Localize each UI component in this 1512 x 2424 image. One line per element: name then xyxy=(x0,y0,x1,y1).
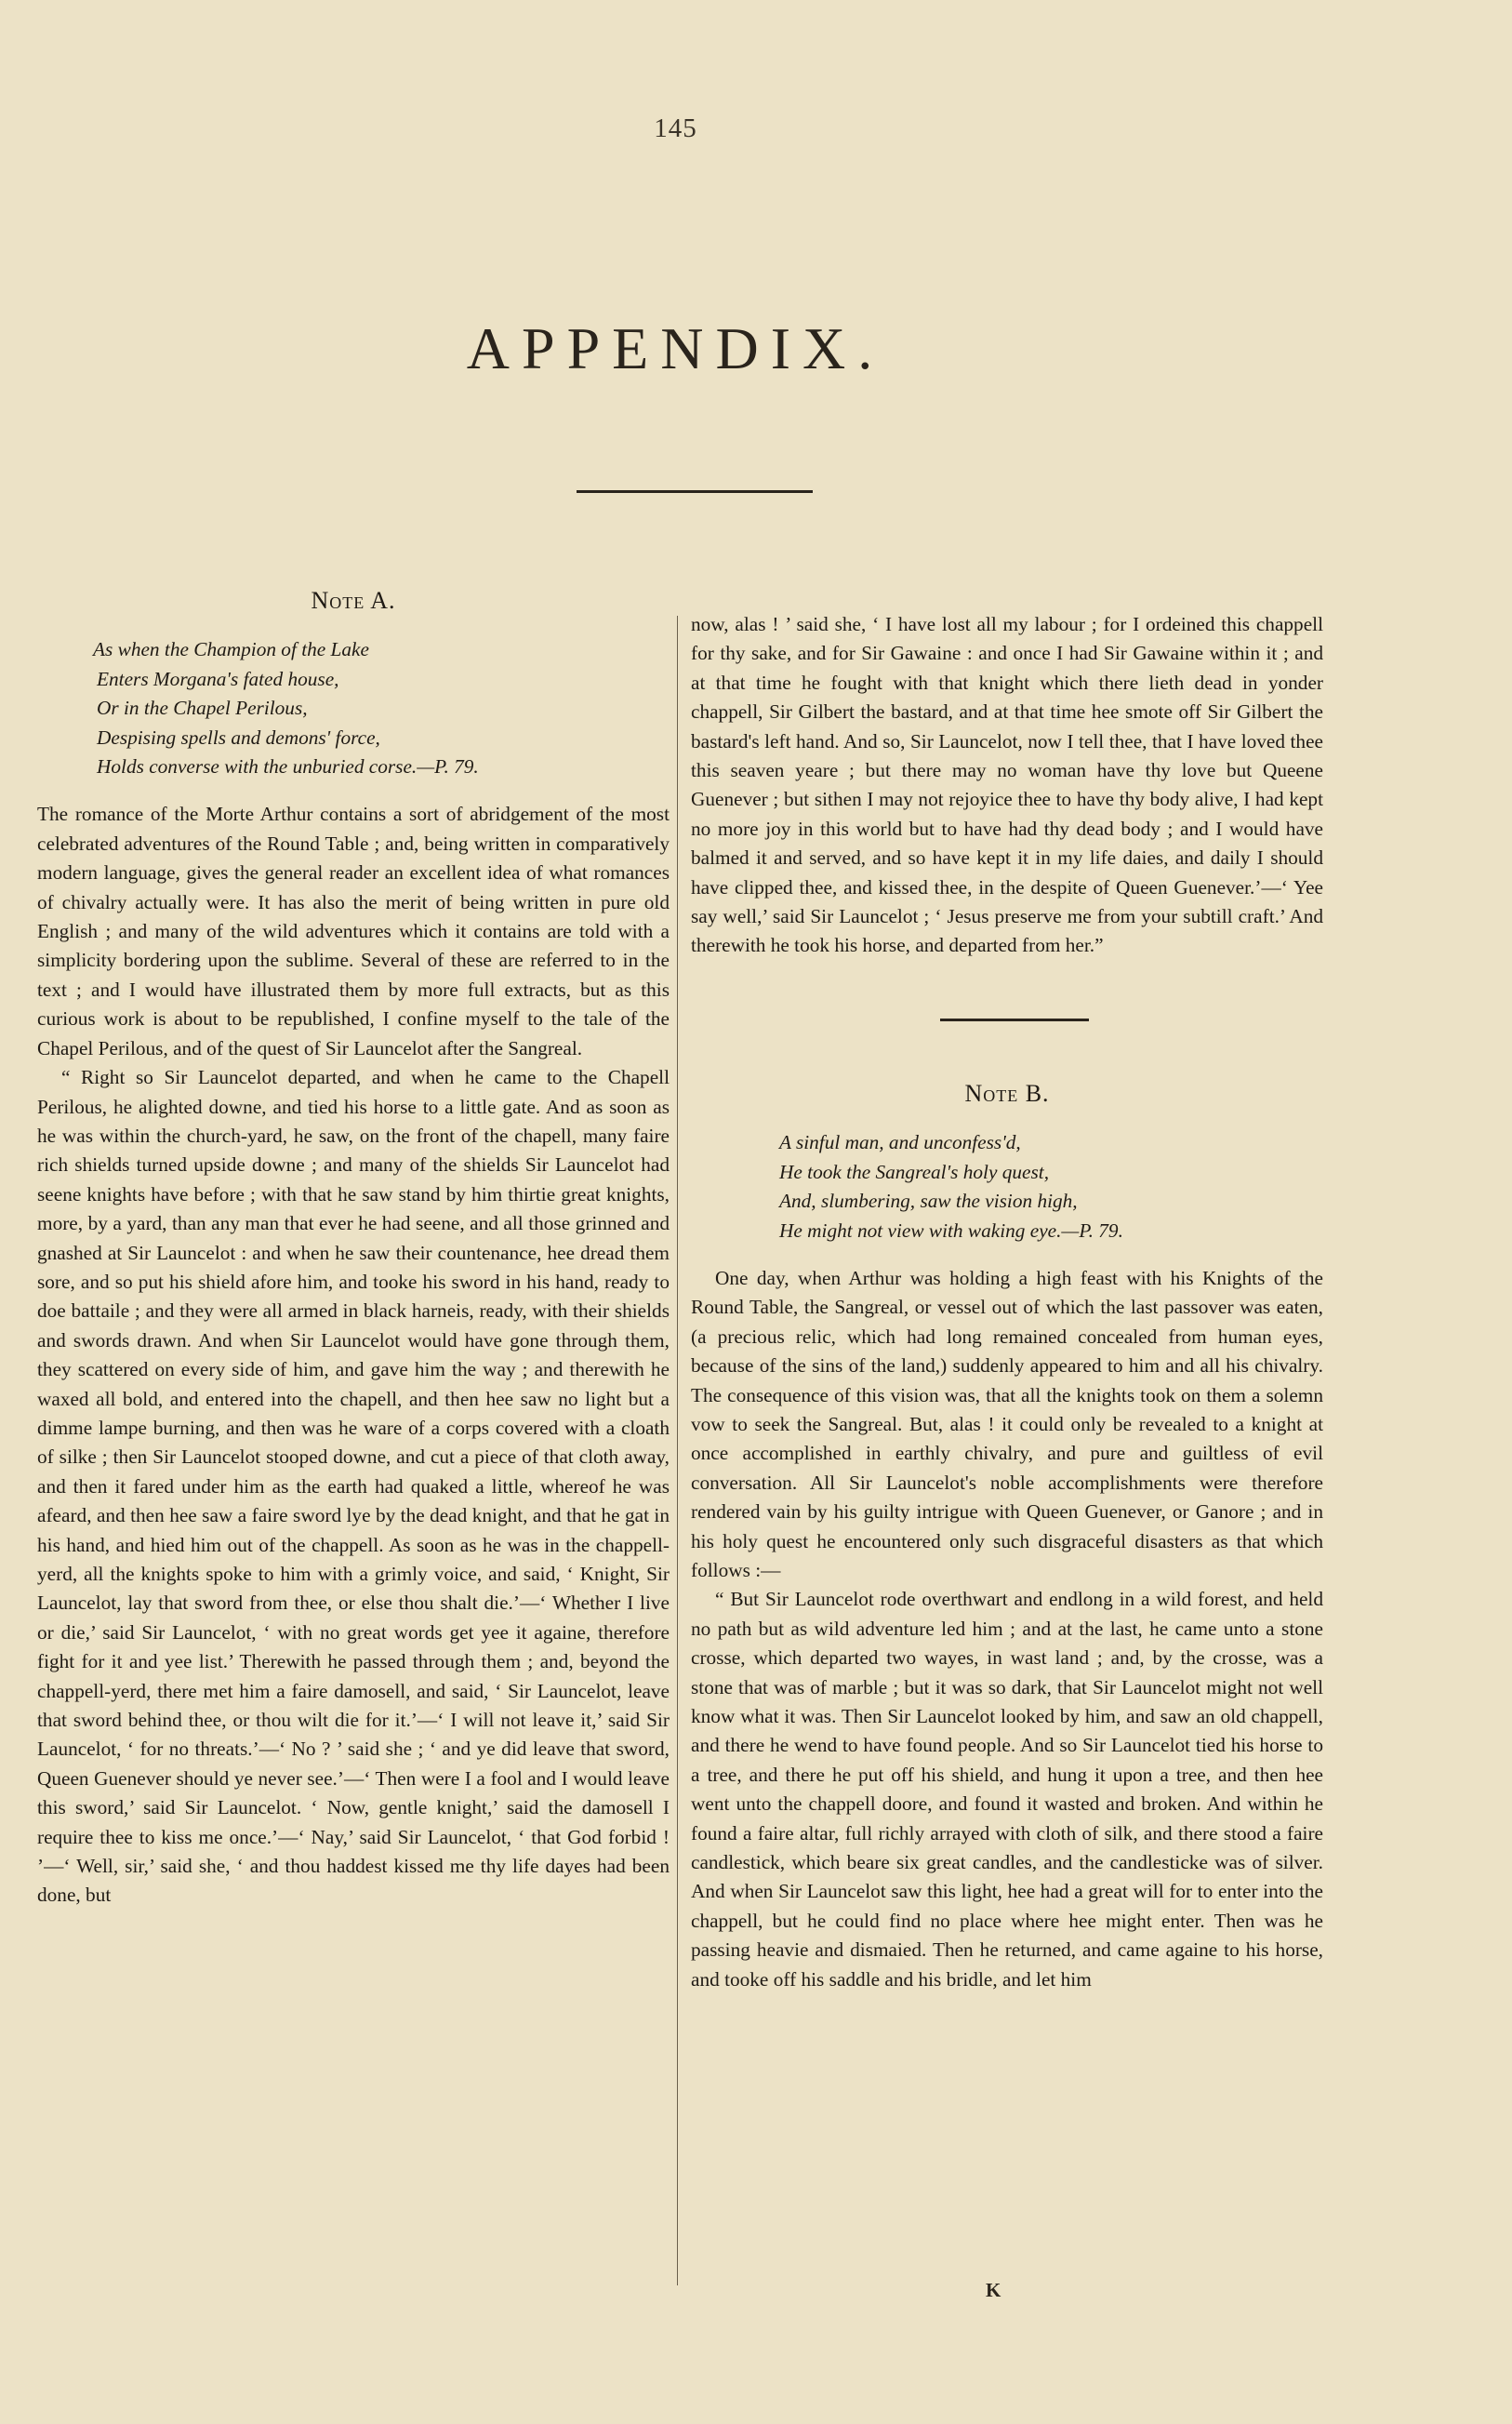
epigraph-line: Despising spells and demons' force, xyxy=(97,726,380,749)
column-divider xyxy=(677,616,678,2285)
epigraph-line: He took the Sangreal's holy quest, xyxy=(779,1160,1050,1183)
page-number: 145 xyxy=(654,113,697,143)
epigraph-line: Or in the Chapel Perilous, xyxy=(97,697,308,720)
note-a-heading: Note A. xyxy=(311,587,396,614)
epigraph-line: And, slumbering, saw the vision high, xyxy=(779,1190,1078,1213)
note-a-epigraph xyxy=(93,635,670,781)
section-rule xyxy=(940,1019,1089,1021)
epigraph-line: He might not view with waking eye.—P. 79. xyxy=(779,1219,1123,1242)
note-a-paragraph: “ Right so Sir Launcelot departed, and when he came to the Chapell Perilous, he alighted downe, and tied his horse to a little gate. And as soon as he was within the church-yard, he saw, on the front of the chapell, many faire rich shields turned upside downe ; and many of the shields Sir Launcelot had seene knights have before ; with that he saw stand by him thirtie great knights, more, by a yard, than any man that ever he had seene, and all those grinned and gnashed at Sir Launcelot : and when he saw their countenance, hee dread them sore, and so put his shield afore him, and tooke his sword in his hand, ready to doe battaile ; and they were all armed in black harneis, ready, with their shields and swords drawn. And when Sir Launcelot would have gone through them, they scattered on every side of him, and gave him the way ; and therewith he waxed all bold, and entered into the chapell, and then hee saw no light but a dimme lampe burning, and then was he ware of a corps covered with a cloath of silke ; then Sir Launcelot stooped downe, and cut a piece of that cloth away, and then it fared under him as the earth had quaked a little, whereof he was afeard, and then hee saw a faire sword lye by the dead knight, and that he gat in his hand, and hied him out of the chappell. As soon as he was in the chappell-yerd, all the knights spoke to him with a grimly voice, and said, ‘ Knight, Sir Launcelot, lay that sword from thee, or else thou shalt die.’—‘ Whether I live or die,’ said Sir Launcelot, ‘ with no great words get yee it againe, therefore fight for it and yee list.’ Therewith he passed through them ; and, beyond the chappell-yerd, there met him a faire damosell, and said, ‘ Sir Launcelot, leave that sword behind thee, or thou wilt die for it.’—‘ I will not leave it,’ said Sir Launcelot, ‘ for no threats.’—‘ No ? ’ said she ; ‘ and ye did leave that sword, Queen Guenever should ye never see.’—‘ Then were I a fool and I would leave this sword,’ said Sir Launcelot. ‘ Now, gentle knight,’ said the damosell I require thee to kiss me once.’—‘ Nay,’ said Sir Launcelot, ‘ that God forbid ! ’—‘ Well, sir,’ said she, ‘ and thou haddest kissed me thy life dayes had been done, but xyxy=(37,1066,670,1907)
note-a-continuation: now, alas ! ’ said she, ‘ I have lost all my labour ; for I ordeined this chappell for thy sake, and for Sir Gawaine : and once I had Sir Gawaine within it ; and at that time he fought with that knight which there lieth dead in yonder chappell, Sir Gilbert the bastard, and at that time hee smote off Sir Gilbert the bastard's left hand. And so, Sir Launcelot, now I tell thee, that I have loved thee this seaven yeare ; but there may no woman have thy love but Queene Guenever ; but sithen I may not rejoyice thee to have thy body alive, I had kept no more joy in this world but to have had thy dead body ; and I would have balmed it and served, and so have kept it in my life daies, and daily I should have clipped thee, and kissed thee, in the despite of Queen Guenever.’—‘ Yee say well,’ said Sir Launcelot ; ‘ Jesus preserve me from your subtill craft.’ And therewith he took his horse, and departed from her.” xyxy=(691,613,1323,957)
left-column xyxy=(37,586,670,1911)
title-rule xyxy=(577,490,813,493)
page-title: APPENDIX. xyxy=(466,315,885,381)
note-b-paragraph: “ But Sir Launcelot rode overthwart and endlong in a wild forest, and held no path but as wild adventure led him ; and at the last, he came unto a stone crosse, which departed two wayes, in wast land ; and, by the crosse, was a stone that was of marble ; but it was so dark, that Sir Launcelot might not well know what it was. Then Sir Launcelot looked by him, and saw an old chappell, and there he wend to have found people. And so Sir Launcelot tied his horse to a tree, and there he put off his shield, and hung it upon a tree, and then hee went unto the chappell doore, and found it wasted and broken. And within he found a faire altar, full richly arrayed with cloth of silk, and there stood a faire candlestick, which beare six great candles, and the candlesticke was of silver. And when Sir Launcelot saw this light, hee had a great will for to enter into the chappell, but he could find no place where hee might enter. Then was he passing heavie and dismaied. Then he returned, and came againe to his horse, and tooke off his saddle and his bridle, and let him xyxy=(691,1588,1323,1991)
signature-mark: K xyxy=(986,2279,1001,2301)
right-column xyxy=(691,586,1323,1994)
note-a-paragraph: The romance of the Morte Arthur contains a sort of abridgement of the most celebrated adventures of the Round Table ; and, being written in comparatively modern language, gives the general reader an excellent idea of what romances of chivalry actually were. It has also the merit of being written in pure old English ; and many of the wild adventures which it contains are told with a simplicity bordering upon the sublime. Several of these are referred to in the text ; and I would have illustrated them by more full extracts, but as this curious work is about to be republished, I confine myself to the tale of the Chapel Perilous, and of the quest of Sir Launcelot after the Sangreal. xyxy=(37,803,670,1059)
note-b-heading: Note B. xyxy=(964,1079,1050,1107)
epigraph-line: A sinful man, and unconfess'd, xyxy=(779,1131,1021,1154)
note-b-epigraph xyxy=(779,1128,1323,1245)
epigraph-line: As when the Champion of the Lake xyxy=(93,638,369,661)
epigraph-line: Holds converse with the unburied corse.—P. 79. xyxy=(97,755,479,779)
epigraph-line: Enters Morgana's fated house, xyxy=(97,667,339,690)
note-b-paragraph: One day, when Arthur was holding a high feast with his Knights of the Round Table, the Sangreal, or vessel out of which the last passover was eaten, (a precious relic, which had long remained concealed from human eyes, because of the sins of the land,) suddenly appeared to him and all his chivalry. The consequence of this vision was, that all the knights took on them a solemn vow to seek the Sangreal. But, alas ! it could only be revealed to a knight at once accomplished in earthly chivalry, and pure and guiltless of evil conversation. All Sir Launcelot's noble accomplishments were therefore rendered vain by his guilty intrigue with Queen Guenever, or Ganore ; and in his holy quest he encountered only such disgraceful disasters as that which follows :— xyxy=(691,1266,1323,1581)
